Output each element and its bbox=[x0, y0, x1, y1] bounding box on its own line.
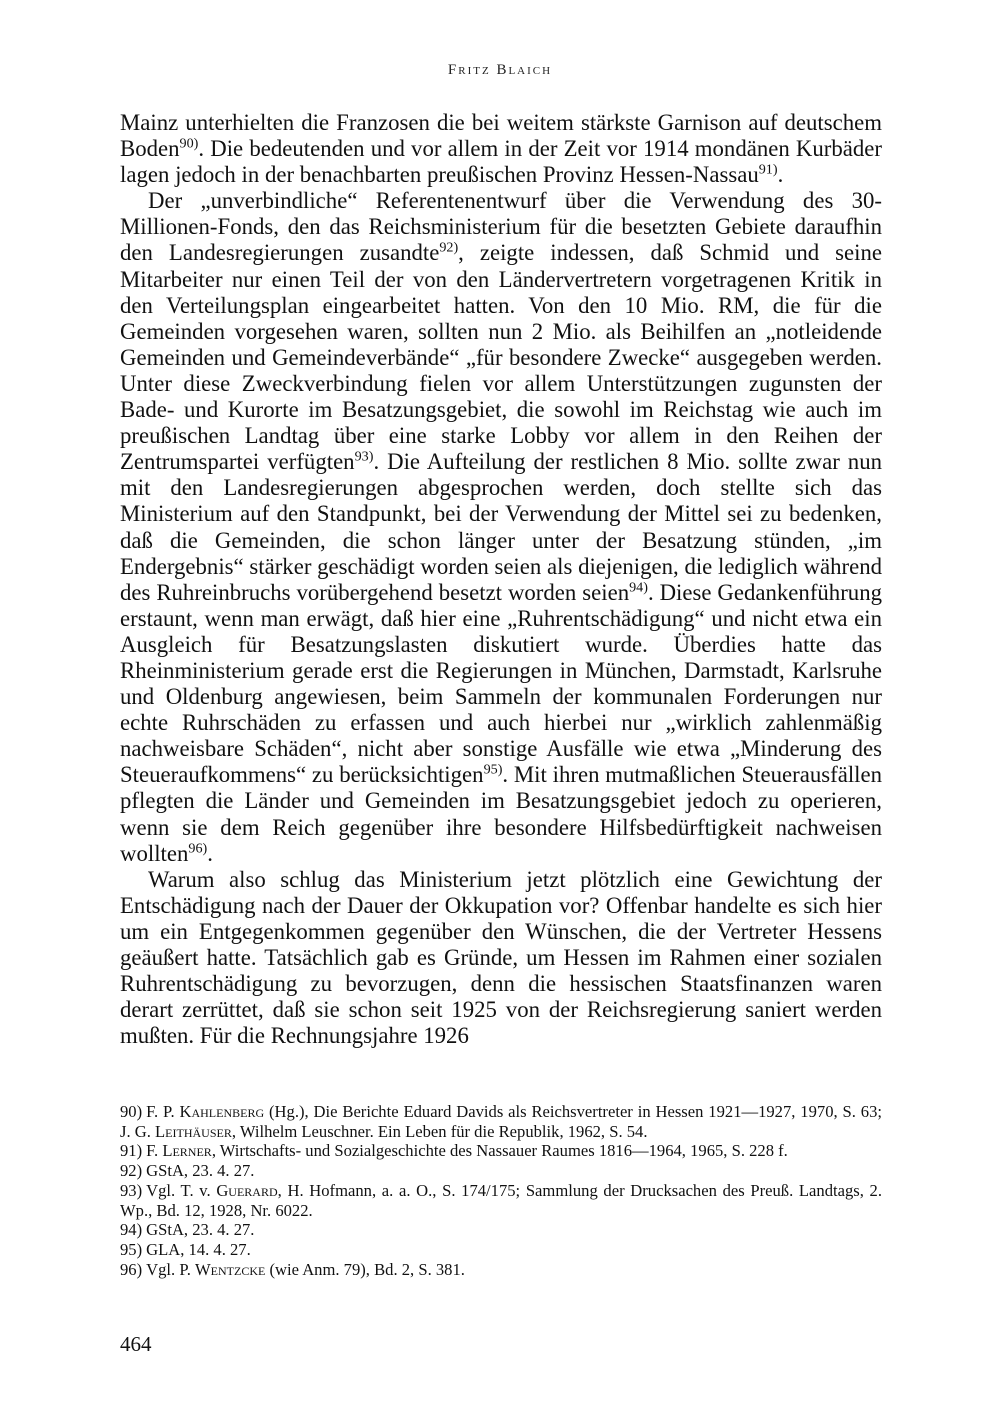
footnote-ref: 95) bbox=[483, 761, 503, 778]
paragraph-1 bbox=[120, 110, 882, 188]
footnote-text: F. bbox=[146, 1141, 163, 1161]
footnote-text: (Hg.), Die Berichte Eduard Davids als Reichsvertreter in Hessen 1921—1927, 1970, S. 63; J. G. bbox=[120, 1102, 882, 1141]
footnote-text: GStA, 23. 4. 27. bbox=[146, 1161, 255, 1181]
text-segment: . Diese Gedankenführung erstaunt, wenn man erwägt, daß hier eine „Ruhrentschädigung“ und nicht etwa ein Ausgleich für Besatzungslasten diskutiert wurde. Überdies hatte das Rheinministerium gerade erst die Regierungen in München, Darmstadt, Karlsruhe und Oldenburg angewiesen, beim Sammeln der kommunalen Forderungen nur echte Ruhrschäden zu erfassen und auch hierbei nur „wirklich zahlenmäßig nachweisbare Schäden“, nicht aber sonstige Ausfälle wie etwa „Minderung des Steueraufkommens“ zu berücksichtigen bbox=[120, 579, 882, 788]
text-segment: . Die Aufteilung der restlichen 8 Mio. sollte zwar nun mit den Landesregierungen abgesprochen werden, doch stellte sich das Ministerium auf den Standpunkt, bei der Verwendung der Mittel sei zu bedenken, daß die Gemeinden, die schon länger unter der Besatzung stünden, „im Endergebnis“ stärker geschädigt worden seien als diejenigen, die lediglich während des Ruhreinbruchs vorübergehend besetzt worden seien bbox=[120, 449, 883, 605]
footnote-number: 92) bbox=[120, 1161, 143, 1181]
text-segment: . Mit ihren mutmaßlichen Steuerausfällen pflegten die Länder und Gemeinden im Besatzungsgebiet jedoch zu operieren, wenn sie dem Reich gegenüber ihre besondere Hilfsbedürftigkeit nachweisen wollten bbox=[120, 762, 883, 866]
footnote-90 bbox=[120, 1102, 882, 1141]
footnote-number: 90) bbox=[120, 1102, 143, 1121]
footnote-ref: 96) bbox=[188, 840, 208, 857]
footnote-92 bbox=[120, 1161, 882, 1181]
text-segment: Mainz unterhielten die Franzosen die bei weitem stärkste Garnison auf deutschem Boden bbox=[120, 110, 882, 162]
author-name: Guerard bbox=[216, 1180, 278, 1200]
author-name: Leithäuser bbox=[155, 1121, 232, 1141]
footnote-91 bbox=[120, 1141, 882, 1161]
text-segment: . Die bedeutenden und vor allem in der Zeit vor 1914 mondänen Kurbäder lagen jedoch in der benachbarten preußischen Provinz Hessen-Nassau bbox=[120, 136, 882, 188]
footnote-95 bbox=[120, 1240, 882, 1260]
body-text bbox=[120, 110, 882, 1049]
text-segment: . bbox=[777, 162, 784, 188]
footnote-text: GStA, 23. 4. 27. bbox=[146, 1220, 255, 1240]
page-number: 464 bbox=[120, 1332, 152, 1356]
footnote-number: 93) bbox=[120, 1180, 143, 1200]
footnote-ref: 93) bbox=[354, 448, 374, 465]
footnote-ref: 94) bbox=[629, 579, 648, 596]
paragraph-2 bbox=[120, 188, 882, 866]
author-name: Kahlenberg bbox=[179, 1102, 265, 1121]
footnote-96 bbox=[120, 1260, 882, 1280]
text-segment: , zeigte indessen, daß Schmid und seine Mitarbeiter nur einen Teil der von den Ländervertretern vorgetragenen Kritik in den Verteilungsplan eingearbeitet hatten. Von den 10 Mio. RM, die für die Gemeinden vorgesehen waren, sollten nun 2 Mio. als Beihilfen an „notleidende Gemeinden und Gemeindeverbände“ „für besondere Zwecke“ ausgegeben werden. Unter diese Zweckverbindung fielen vor allem Unterstützungen zugunsten der Bade- und Kurorte im Besatzungsgebiet, die sowohl im Reichstag wie auch im preußischen Landtag über eine starke Lobby vor allem in den Reihen der Zentrumspartei verfügten bbox=[120, 240, 882, 475]
author-name: Wentzcke bbox=[195, 1259, 266, 1279]
footnote-ref: 90) bbox=[179, 135, 199, 152]
footnote-number: 91) bbox=[120, 1141, 143, 1161]
text-segment: Der „unverbindliche“ Referentenentwurf über die Verwendung des 30-Millionen-Fonds, den das Reichsministerium für die besetzten Gebiete daraufhin den Landesregierungen zusandte bbox=[120, 188, 882, 266]
footnote-number: 94) bbox=[120, 1220, 143, 1240]
footnote-text: Vgl. P. bbox=[146, 1259, 195, 1279]
footnote-number: 96) bbox=[120, 1259, 143, 1279]
text-segment: Warum also schlug das Ministerium jetzt plötzlich eine Gewichtung der Entschädigung nach der Dauer der Okkupation vor? Offenbar handelte es sich hier um ein Entgegenkommen gegenüber den Wünschen, die der Vertreter Hessens geäußert hatte. Tatsächlich gab es Gründe, um Hessen im Rahmen einer sozialen Ruhrentschädigung zu bevorzugen, denn die hessischen Staatsfinanzen waren derart zerrüttet, daß sie schon seit 1925 von der Reichsregierung saniert werden mußten. Für die Rechnungsjahre 1926 bbox=[120, 866, 882, 1049]
footnote-94 bbox=[120, 1220, 882, 1240]
footnote-ref: 91) bbox=[758, 161, 778, 178]
paragraph-3 bbox=[120, 867, 882, 1050]
footnote-text: GLA, 14. 4. 27. bbox=[146, 1239, 251, 1259]
footnote-text: , Wilhelm Leuschner. Ein Leben für die Republik, 1962, S. 54. bbox=[231, 1121, 648, 1141]
footnote-text: , H. Hofmann, a. a. O., S. 174/175; Sammlung der Drucksachen des Preuß. Landtags, 2. Wp., Bd. 12, 1928, Nr. 6022. bbox=[120, 1180, 882, 1220]
footnotes bbox=[120, 1102, 882, 1279]
footnote-text: , Wirtschafts- und Sozialgeschichte des Nassauer Raumes 1816—1964, 1965, S. 228 f. bbox=[211, 1141, 788, 1161]
footnote-93 bbox=[120, 1181, 882, 1220]
author-name: Lerner bbox=[162, 1141, 212, 1161]
footnote-text: F. P. bbox=[146, 1102, 180, 1121]
footnote-number: 95) bbox=[120, 1239, 143, 1259]
text-segment: . bbox=[207, 840, 213, 866]
footnote-text: (wie Anm. 79), Bd. 2, S. 381. bbox=[265, 1259, 465, 1279]
footnote-text: Vgl. T. v. bbox=[146, 1180, 217, 1200]
running-header: Fritz Blaich bbox=[447, 62, 553, 78]
footnote-ref: 92) bbox=[439, 239, 459, 256]
